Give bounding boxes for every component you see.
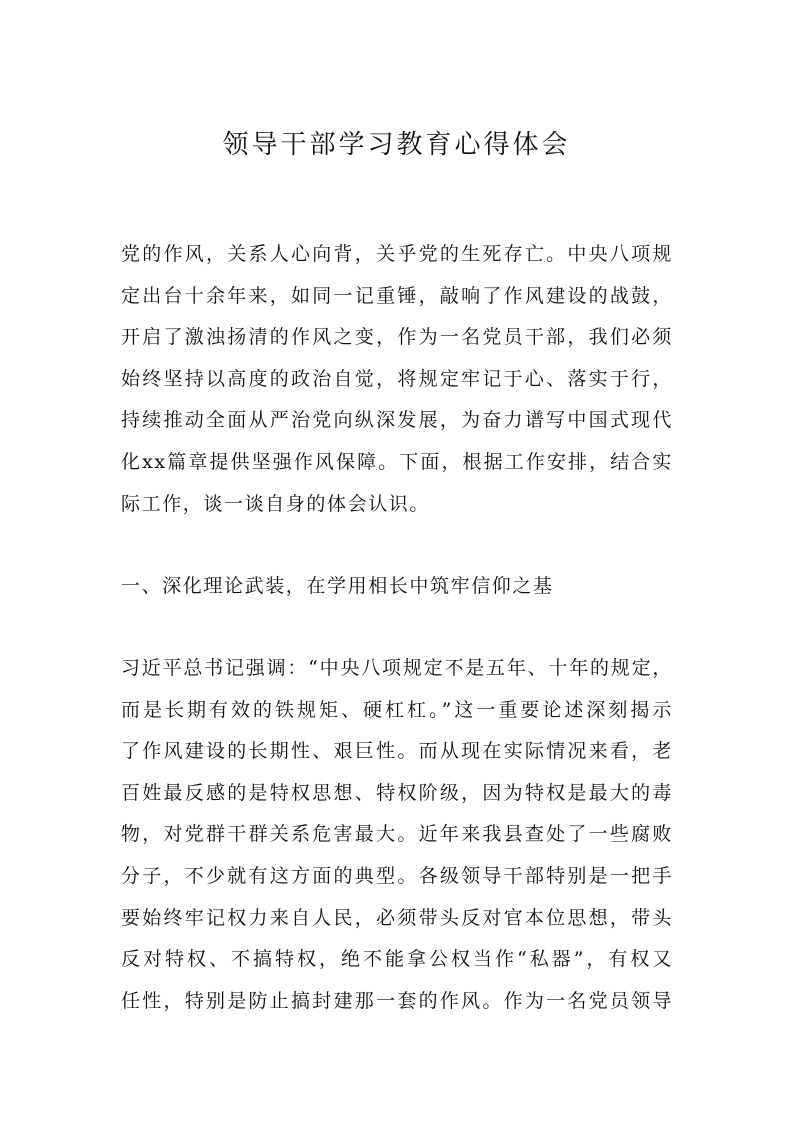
- paragraph-line: 百姓最反感的是特权思想、特权阶级，因为特权是最大的毒: [121, 781, 673, 804]
- paragraph-line: 开启了激浊扬清的作风之变，作为一名党员干部，我们必须: [121, 326, 673, 349]
- paragraph-line: 习近平总书记强调：“中央八项规定不是五年、十年的规定，: [121, 657, 673, 679]
- intro-paragraph: [121, 234, 673, 525]
- document-title: 领导干部学习教育心得体会: [222, 130, 571, 160]
- paragraph-line: 了作风建设的长期性、艰巨性。而从现在实际情况来看，老: [121, 740, 673, 763]
- paragraph-line: 反对特权、不搞特权，绝不能拿公权当作“私器”，有权又: [121, 948, 673, 971]
- section-heading-text: 一、深化理论武装，在学用相长中筑牢信仰之基: [121, 575, 554, 597]
- paragraph-line: 持续推动全面从严治党向纵深发展，为奋力谱写中国式现代: [121, 409, 673, 432]
- paragraph-line: 分子，不少就有这方面的典型。各级领导干部特别是一把手: [121, 864, 673, 887]
- paragraph-line: 党的作风，关系人心向背，关乎党的生死存亡。中央八项规: [121, 243, 673, 265]
- paragraph-line: 际工作，谈一谈自身的体会认识。: [121, 492, 431, 515]
- paragraph-line: 任性，特别是防止搞封建那一套的作风。作为一名党员领导: [121, 989, 673, 1012]
- paragraph-line: 化xx篇章提供坚强作风保障。下面，根据工作安排，结合实: [121, 450, 673, 473]
- paragraph-line: 物，对党群干群关系危害最大。近年来我县查处了一些腐败: [121, 823, 673, 846]
- section-heading: [121, 566, 673, 608]
- paragraph-line: 而是长期有效的铁规矩、硬杠杠。”这一重要论述深刻揭示: [121, 698, 673, 721]
- paragraph-line: 始终坚持以高度的政治自觉，将规定牢记于心、落实于行，: [121, 367, 673, 390]
- paragraph-line: 定出台十余年来，如同一记重锤，敲响了作风建设的战鼓，: [121, 284, 673, 307]
- paragraph-line: 要始终牢记权力来自人民，必须带头反对官本位思想，带头: [121, 906, 673, 929]
- section-paragraph: [121, 648, 673, 1022]
